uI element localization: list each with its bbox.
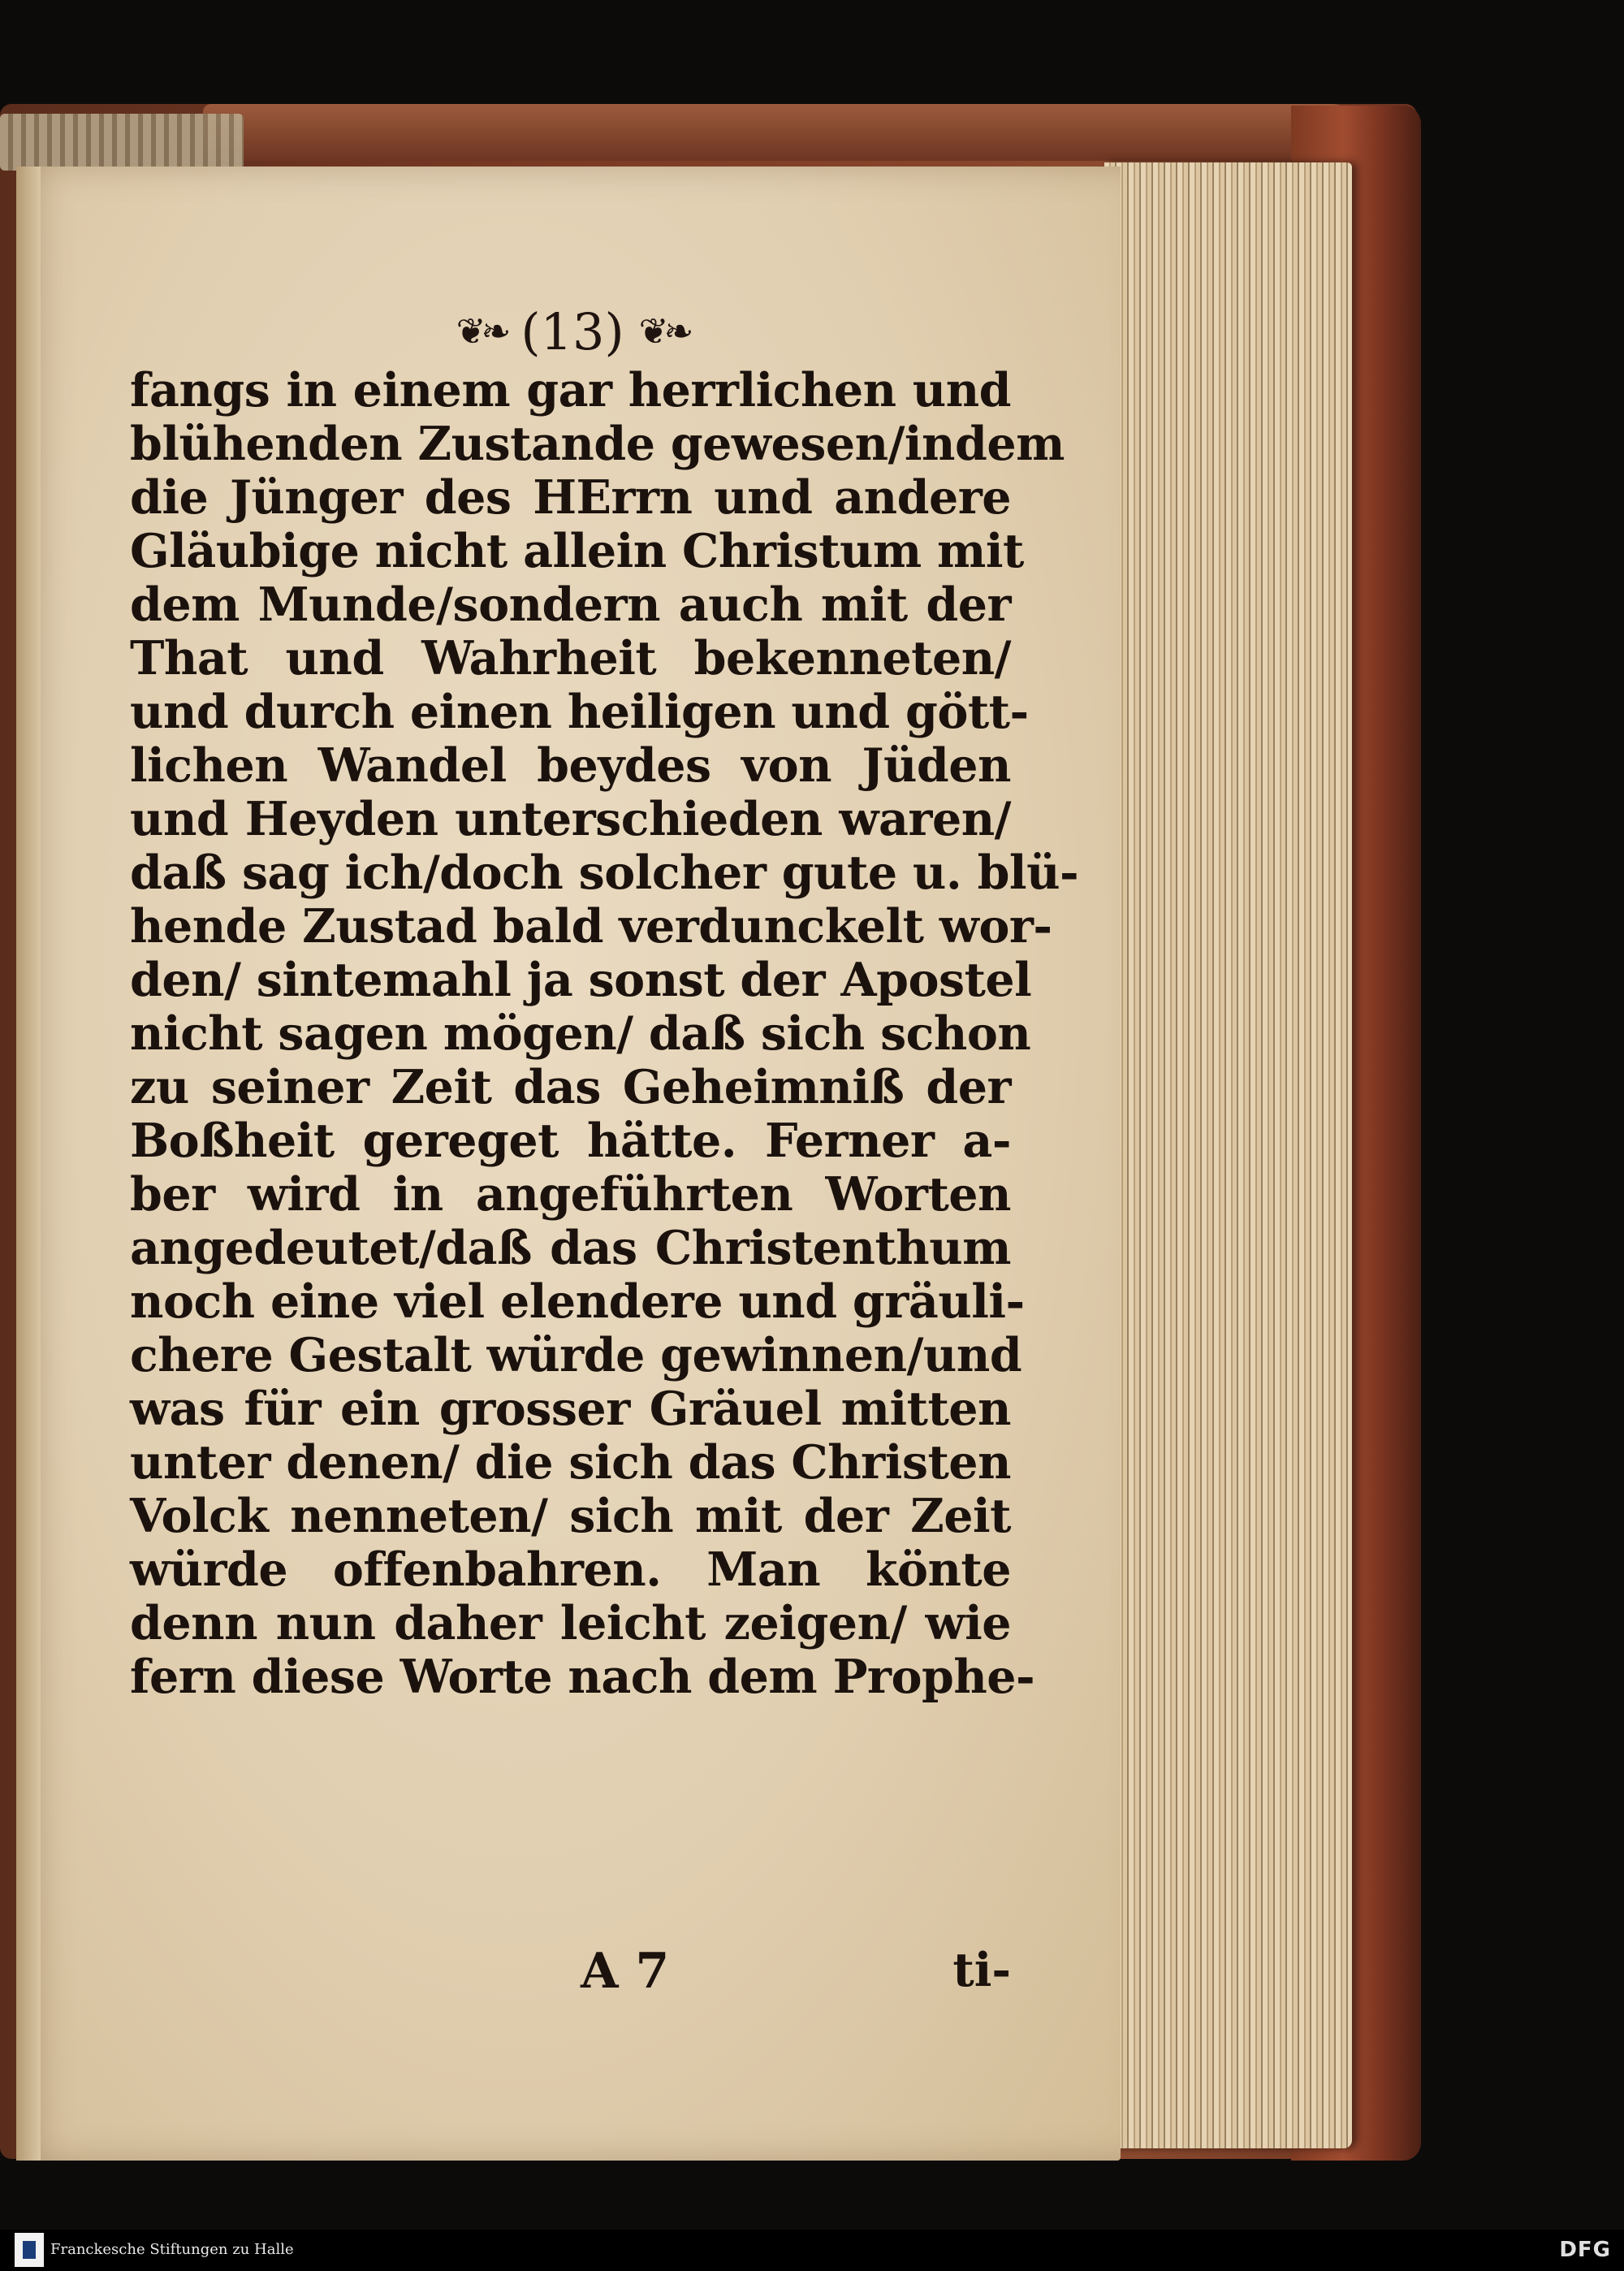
- text-line: würde offenbahren. Man könte: [130, 1542, 1011, 1597]
- text-line: fern diese Worte nach dem Prophe-: [130, 1650, 1035, 1704]
- page-text: [130, 363, 1079, 1704]
- page-gutter: [16, 167, 41, 2161]
- text-line: was für ein grosser Gräuel mitten: [130, 1382, 1011, 1436]
- text-line: daß sag ich/doch solcher gute u. blü-: [130, 846, 1079, 900]
- text-line: und Heyden unterschieden waren/: [130, 792, 1011, 846]
- dfg-logo: DFG: [1559, 2238, 1611, 2262]
- text-line: unter denen/ die sich das Christen: [130, 1435, 1011, 1490]
- text-line: lichen Wandel beydes von Jüden: [130, 738, 1011, 793]
- text-line: Volck nenneten/ sich mit der Zeit: [130, 1489, 1011, 1543]
- page-footer-line: [130, 1943, 1011, 2000]
- text-line: noch eine viel elendere und gräuli-: [130, 1274, 1025, 1329]
- book-cover-top-edge: [203, 104, 1356, 161]
- page-fore-edge: [1104, 162, 1352, 2148]
- text-line: zu seiner Zeit das Geheimniß der: [130, 1060, 1011, 1114]
- page-number: (13): [520, 301, 624, 361]
- text-line: That und Wahrheit bekenneten/: [130, 631, 1011, 686]
- text-line: nicht sagen mögen/ daß sich schon: [130, 1006, 1031, 1061]
- institution-logo-icon: [15, 2233, 44, 2267]
- text-line: Boßheit gereget hätte. Ferner a-: [130, 1114, 1011, 1168]
- catchword: ti-: [952, 1943, 1011, 1997]
- text-line: chere Gestalt würde gewinnen/und: [130, 1328, 1022, 1382]
- text-line: hende Zustad bald verdunckelt wor-: [130, 899, 1052, 954]
- text-line: ber wird in angeführten Worten: [130, 1167, 1011, 1222]
- text-line: dem Munde/sondern auch mit der: [130, 577, 1011, 632]
- text-line: die Jünger des HErrn und andere: [130, 470, 1011, 525]
- text-line: fangs in einem gar herrlichen und: [130, 363, 1011, 417]
- text-line: den/ sintemahl ja sonst der Apostel: [130, 953, 1032, 1007]
- ornament-right-icon: ❦❧: [638, 310, 689, 353]
- text-line: angedeutet/daß das Christenthum: [130, 1221, 1011, 1275]
- text-line: denn nun daher leicht zeigen/ wie: [130, 1596, 1011, 1650]
- viewer-footer-bar: [0, 2230, 1624, 2271]
- signature-mark: A 7: [581, 1943, 670, 2000]
- ornament-left-icon: ❦❧: [456, 310, 507, 353]
- text-line: blühenden Zustande gewesen/indem: [130, 417, 1065, 471]
- text-line: und durch einen heiligen und gött-: [130, 685, 1029, 739]
- text-line: Gläubige nicht allein Christum mit: [130, 524, 1024, 578]
- book-headband: [0, 114, 244, 171]
- page-header: [382, 299, 763, 364]
- institution-label: Franckesche Stiftungen zu Halle: [50, 2241, 294, 2258]
